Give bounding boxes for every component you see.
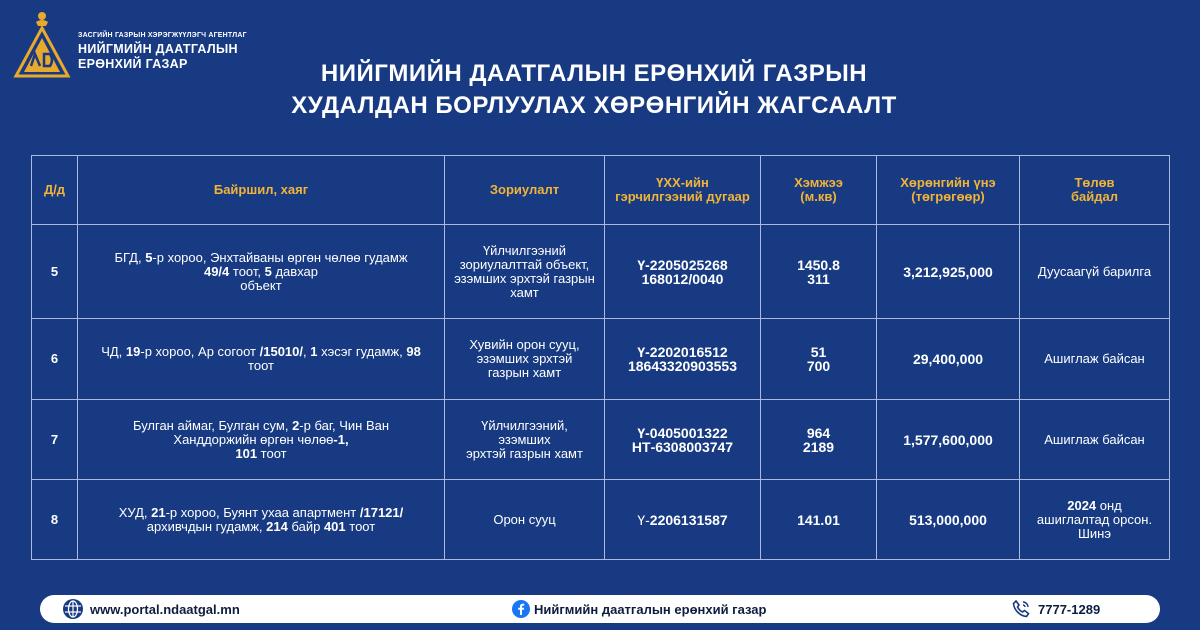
size-value: 964 — [806, 424, 831, 441]
address-cell — [78, 225, 445, 319]
status-text: онд — [1096, 497, 1122, 513]
header-status — [1020, 156, 1170, 225]
page-title — [0, 58, 1188, 122]
size-value: 51 — [810, 344, 827, 360]
purpose-text: Үйлчилгээний — [482, 242, 567, 258]
address-number: 401 — [323, 518, 346, 534]
cert-number: Ү-2202016512 — [637, 344, 728, 360]
footer-bar — [40, 595, 1160, 623]
purpose-text: зориулалттай объект, — [459, 256, 590, 272]
cert-number: 2206131587 — [649, 511, 728, 528]
address-text: тоот, — [229, 263, 265, 279]
address-number: 1 — [310, 344, 318, 359]
cert-cell — [605, 400, 761, 480]
address-cell — [78, 400, 445, 480]
cert-prefix: Ү- — [637, 511, 650, 528]
header-price-line2: (төгрөгөөр) — [911, 189, 985, 204]
address-text: -р хороо, Ар согоот — [140, 344, 260, 359]
footer-phone[interactable] — [1010, 595, 1100, 623]
header-address: Байршил, хаяг — [78, 156, 445, 225]
address-text: ХУД, — [118, 504, 152, 520]
size-cell — [761, 225, 877, 319]
size-cell: 141.01 — [761, 480, 877, 560]
header-status-line1: Төлөв — [1074, 175, 1115, 190]
address-text: архивчдын гудамж, — [146, 518, 267, 534]
asset-table — [31, 155, 1170, 560]
header-cert — [605, 156, 761, 225]
footer-facebook[interactable] — [512, 595, 766, 623]
cert-cell — [605, 480, 761, 560]
address-number: 101 — [235, 445, 258, 461]
address-number: 49/4 — [203, 263, 230, 279]
status-text: ашиглалтад орсон. — [1036, 511, 1153, 527]
cert-cell — [605, 319, 761, 400]
size-value: 2189 — [802, 438, 835, 455]
address-text: объект — [240, 277, 282, 293]
header-price — [877, 156, 1020, 225]
size-value: 311 — [807, 270, 830, 287]
address-text: -р хороо, Буянт ухаа апартмент — [165, 504, 360, 520]
address-text: тоот — [248, 358, 274, 373]
agency-name-line1: НИЙГМИЙН ДААТГАЛЫН — [78, 42, 238, 56]
table-row — [32, 225, 1170, 319]
purpose-cell — [445, 319, 605, 400]
price-cell: 513,000,000 — [877, 480, 1020, 560]
table-row — [32, 480, 1170, 560]
address-text: Ханддоржийн өргөн чөлөө — [173, 431, 334, 447]
address-text: , — [303, 344, 311, 359]
header-price-line1: Хөрөнгийн үнэ — [900, 175, 996, 190]
purpose-text: Үйлчилгээний, — [481, 417, 568, 433]
globe-icon — [62, 598, 84, 620]
cert-number: 18643320903553 — [627, 358, 737, 374]
cert-number: Ү-0405001322 — [637, 424, 728, 441]
table-row — [32, 400, 1170, 480]
status-cell: Дуусаагүй барилга — [1020, 225, 1170, 319]
header-no: Д/д — [32, 156, 78, 225]
header-status-line2: байдал — [1071, 189, 1118, 204]
status-cell — [1020, 480, 1170, 560]
facebook-icon — [512, 600, 530, 618]
price-cell: 3,212,925,000 — [877, 225, 1020, 319]
table-header-row — [32, 156, 1170, 225]
header-size-line2: (м.кв) — [800, 189, 837, 204]
size-cell — [761, 319, 877, 400]
agency-name-line2: ЕРӨНХИЙ ГАЗАР — [78, 57, 188, 71]
purpose-text: эрхтэй газрын хамт — [466, 445, 583, 461]
phone-number[interactable]: 7777-1289 — [1038, 601, 1101, 617]
status-year: 2024 — [1067, 497, 1097, 513]
row-number: 6 — [32, 319, 78, 400]
price-cell: 29,400,000 — [877, 319, 1020, 400]
address-number: 98 — [406, 344, 421, 359]
address-text: -р баг, Чин Ван — [299, 417, 390, 433]
status-text: Шинэ — [1078, 525, 1111, 541]
row-number: 8 — [32, 480, 78, 560]
title-line2: ХУДАЛДАН БОРЛУУЛАХ ХӨРӨНГИЙН ЖАГСААЛТ — [291, 92, 897, 119]
agency-subtitle: ЗАСГИЙН ГАЗРЫН ХЭРЭГЖҮҮЛЭГЧ АГЕНТЛАГ — [78, 32, 247, 39]
purpose-text: эзэмших эрхтэй газрын — [454, 270, 595, 286]
header-purpose: Зориулалт — [445, 156, 605, 225]
header-size-line1: Хэмжээ — [794, 175, 843, 190]
row-number: 5 — [32, 225, 78, 319]
address-number: 5 — [264, 263, 272, 279]
cert-number: Ү-2205025268 — [637, 256, 728, 273]
address-text: Булган аймаг, Булган сум, — [132, 417, 293, 433]
address-text: -р хороо, Энхтайваны өргөн чөлөө гудамж — [152, 249, 408, 265]
address-text: давхар — [271, 263, 319, 279]
purpose-text: газрын хамт — [487, 365, 562, 380]
header-size — [761, 156, 877, 225]
address-text: хэсэг гудамж, — [317, 344, 407, 359]
status-cell: Ашиглаж байсан — [1020, 400, 1170, 480]
purpose-cell — [445, 225, 605, 319]
address-number: 2 — [292, 417, 300, 433]
address-text: ЧД, — [101, 344, 126, 359]
header-cert-line1: ҮХХ-ийн — [656, 175, 709, 190]
purpose-text: эзэмших эрхтэй — [476, 351, 573, 366]
cert-number: НТ-6308003747 — [631, 438, 734, 455]
address-text: байр — [287, 518, 324, 534]
phone-icon — [1010, 598, 1032, 620]
status-cell: Ашиглаж байсан — [1020, 319, 1170, 400]
purpose-text: эзэмших — [498, 431, 551, 447]
address-text: тоот — [257, 445, 287, 461]
footer-website[interactable] — [62, 595, 240, 623]
size-value: 700 — [806, 358, 831, 374]
address-number: 19 — [125, 344, 141, 359]
header-cert-line2: гэрчилгээний дугаар — [615, 189, 750, 204]
address-cell — [78, 480, 445, 560]
address-number: /17121/ — [359, 504, 404, 520]
cert-cell — [605, 225, 761, 319]
address-number: /15010/ — [259, 344, 303, 359]
table-row — [32, 319, 1170, 400]
address-text: БГД, — [114, 249, 146, 265]
purpose-text: Хувийн орон сууц, — [469, 337, 580, 352]
address-cell — [78, 319, 445, 400]
purpose-cell — [445, 400, 605, 480]
address-number: 214 — [266, 518, 288, 534]
size-cell — [761, 400, 877, 480]
price-cell: 1,577,600,000 — [877, 400, 1020, 480]
row-number: 7 — [32, 400, 78, 480]
address-text: тоот — [345, 518, 376, 534]
facebook-link[interactable]: Нийгмийн даатгалын ерөнхий газар — [534, 601, 767, 617]
title-line1: НИЙГМИЙН ДААТГАЛЫН ЕРӨНХИЙ ГАЗРЫН — [320, 60, 868, 87]
purpose-text: хамт — [510, 284, 539, 300]
size-value: 1450.8 — [797, 256, 840, 273]
address-number: -1, — [333, 431, 349, 447]
address-number: 21 — [151, 504, 166, 520]
address-number: 5 — [145, 249, 153, 265]
website-link[interactable]: www.portal.ndaatgal.mn — [90, 601, 240, 617]
cert-number: 168012/0040 — [641, 270, 724, 287]
purpose-cell: Орон сууц — [445, 480, 605, 560]
